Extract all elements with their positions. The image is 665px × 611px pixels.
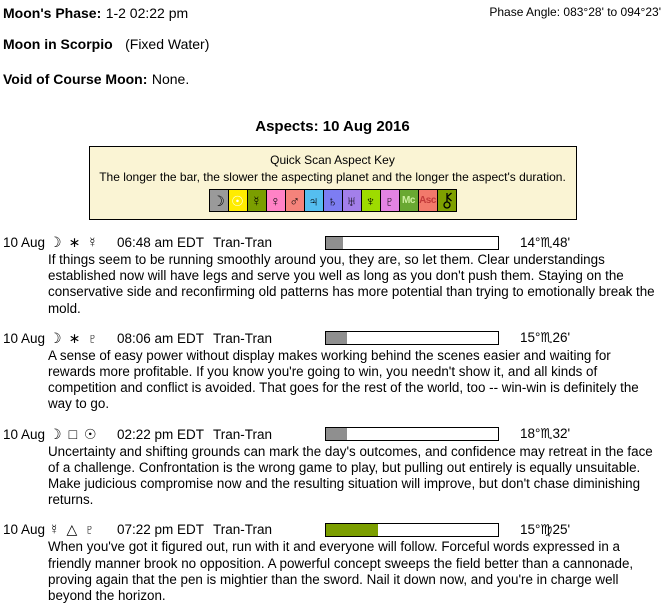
neptune-icon: ♆ xyxy=(361,189,381,212)
pluto-icon: ♇ xyxy=(84,521,95,538)
key-subtitle: The longer the bar, the slower the aspecting planet and the longer the aspect's duration. xyxy=(99,170,566,184)
planet-color-key xyxy=(90,189,576,212)
duration-bar xyxy=(325,427,499,441)
venus-icon: ♀ xyxy=(266,189,286,212)
moon-icon: ☽ xyxy=(49,329,62,346)
aspect-glyphs xyxy=(49,234,117,251)
moons-phase-label: Moon's Phase: xyxy=(3,5,102,21)
aspect-head xyxy=(0,330,665,347)
aspect-time: 02:22 pm EDT xyxy=(117,426,205,442)
aspect-time: 07:22 pm EDT xyxy=(117,522,205,538)
aspect-glyphs xyxy=(49,521,117,538)
aspect-type: Tran-Tran xyxy=(213,235,273,250)
jupiter-icon: ♃ xyxy=(304,189,324,212)
aspect-type: Tran-Tran xyxy=(213,522,273,538)
chiron-icon xyxy=(437,189,457,212)
moon-sign-note: (Fixed Water) xyxy=(125,36,210,52)
moon-icon: ☽ xyxy=(49,234,62,250)
duration-bar-fill xyxy=(326,332,347,344)
pluto-icon: ♇ xyxy=(87,329,98,346)
report-header xyxy=(0,0,665,89)
aspect-head xyxy=(0,521,665,538)
duration-bar xyxy=(325,523,499,537)
moons-phase-value: 1-2 02:22 pm xyxy=(105,5,189,21)
asc-icon: Asc xyxy=(418,189,438,212)
aspect-date: 10 Aug xyxy=(3,522,46,538)
aspect-interpretation: If things seem to be running smoothly around you, they are, so let them. Clear understandings established now will have legs and serve you well as long as you don't push them. Staying on the conservative side and reconfirming old patterns has more potential than trying to emotionally break the mold. xyxy=(48,252,655,316)
aspect-date: 10 Aug xyxy=(3,330,46,346)
voc-label: Void of Course Moon: xyxy=(3,71,148,87)
aspect-entry xyxy=(0,521,665,604)
sextile-icon: ∗ xyxy=(68,329,81,346)
aspect-list xyxy=(0,234,665,604)
duration-bar-fill xyxy=(326,237,343,249)
moons-phase-line xyxy=(3,5,188,23)
sextile-icon: ∗ xyxy=(68,234,81,250)
aspect-entry xyxy=(0,426,665,509)
moon-icon: ☽ xyxy=(49,425,62,442)
aspect-degree: 15°♏26' xyxy=(520,330,571,346)
duration-bar xyxy=(325,331,499,345)
aspect-degree: 15°♍25' xyxy=(520,521,571,537)
mercury-icon: ☿ xyxy=(49,521,60,538)
uranus-icon: ♅ xyxy=(342,189,362,212)
aspect-interpretation: A sense of easy power without display makes working behind the scenes easier and waiting for rewards more profitable. If you know you're going to win, you needn't show it, and all kinds of competition and conflict is avoided. That goes for the rest of the world, too -- win-win is definitely the way to go. xyxy=(48,347,639,412)
aspect-entry xyxy=(0,234,665,317)
duration-bar-fill xyxy=(326,524,378,536)
moon-sign-label: Moon in Scorpio xyxy=(3,36,113,52)
mc-icon: Mc xyxy=(399,189,419,212)
sun-icon: ☉ xyxy=(84,425,97,442)
aspect-time: 08:06 am EDT xyxy=(117,330,205,346)
moon-sign-line xyxy=(3,36,663,54)
aspect-glyphs xyxy=(49,330,117,347)
aspects-title: Aspects: 10 Aug 2016 xyxy=(255,118,410,135)
trine-icon: △ xyxy=(66,521,78,538)
aspect-interpretation: Uncertainty and shifting grounds can mark the day's outcomes, and confidence may retreat in the face of a challenge. Confrontation is the wrong game to play, but pulling out entirely is equally unsuitable. Make judicious compromise now and the resulting situation will improve, but don't chase diminishing returns. xyxy=(48,443,653,508)
aspect-type: Tran-Tran xyxy=(213,426,273,442)
saturn-icon: ♄ xyxy=(323,189,343,212)
moon-icon: ☽ xyxy=(209,189,229,212)
aspect-entry xyxy=(0,330,665,413)
pluto-icon: ♇ xyxy=(380,189,400,212)
aspect-degree: 18°♏32' xyxy=(520,426,571,442)
quick-scan-aspect-key xyxy=(89,146,577,220)
sun-icon: ☉ xyxy=(228,189,248,212)
key-title: Quick Scan Aspect Key xyxy=(270,153,395,167)
aspect-type: Tran-Tran xyxy=(213,330,273,346)
aspect-date: 10 Aug xyxy=(3,235,46,250)
square-icon: □ xyxy=(68,425,78,442)
voc-line xyxy=(3,71,663,89)
aspect-date: 10 Aug xyxy=(3,426,46,442)
aspect-head xyxy=(0,234,665,251)
duration-bar xyxy=(325,236,499,250)
duration-bar-fill xyxy=(326,428,347,440)
mercury-icon: ☿ xyxy=(247,189,267,212)
mercury-icon: ☿ xyxy=(87,234,98,250)
phase-angle: Phase Angle: 083°28' to 094°23' xyxy=(489,5,661,19)
aspect-glyphs xyxy=(49,426,117,443)
mars-icon: ♂ xyxy=(285,189,305,212)
aspect-interpretation: When you've got it figured out, run with it and everyone will follow. Forceful words expressed in a friendly manner brook no opposition. A powerful concept sweeps the field better than a cannonade, proving again that the pen is mightier than the sword. Nail it down now, and you're in charge well beyond the horizon. xyxy=(48,539,634,604)
aspect-degree: 14°♏48' xyxy=(520,234,571,250)
voc-value: None. xyxy=(151,71,190,87)
aspect-time: 06:48 am EDT xyxy=(117,235,205,250)
aspect-head xyxy=(0,426,665,443)
